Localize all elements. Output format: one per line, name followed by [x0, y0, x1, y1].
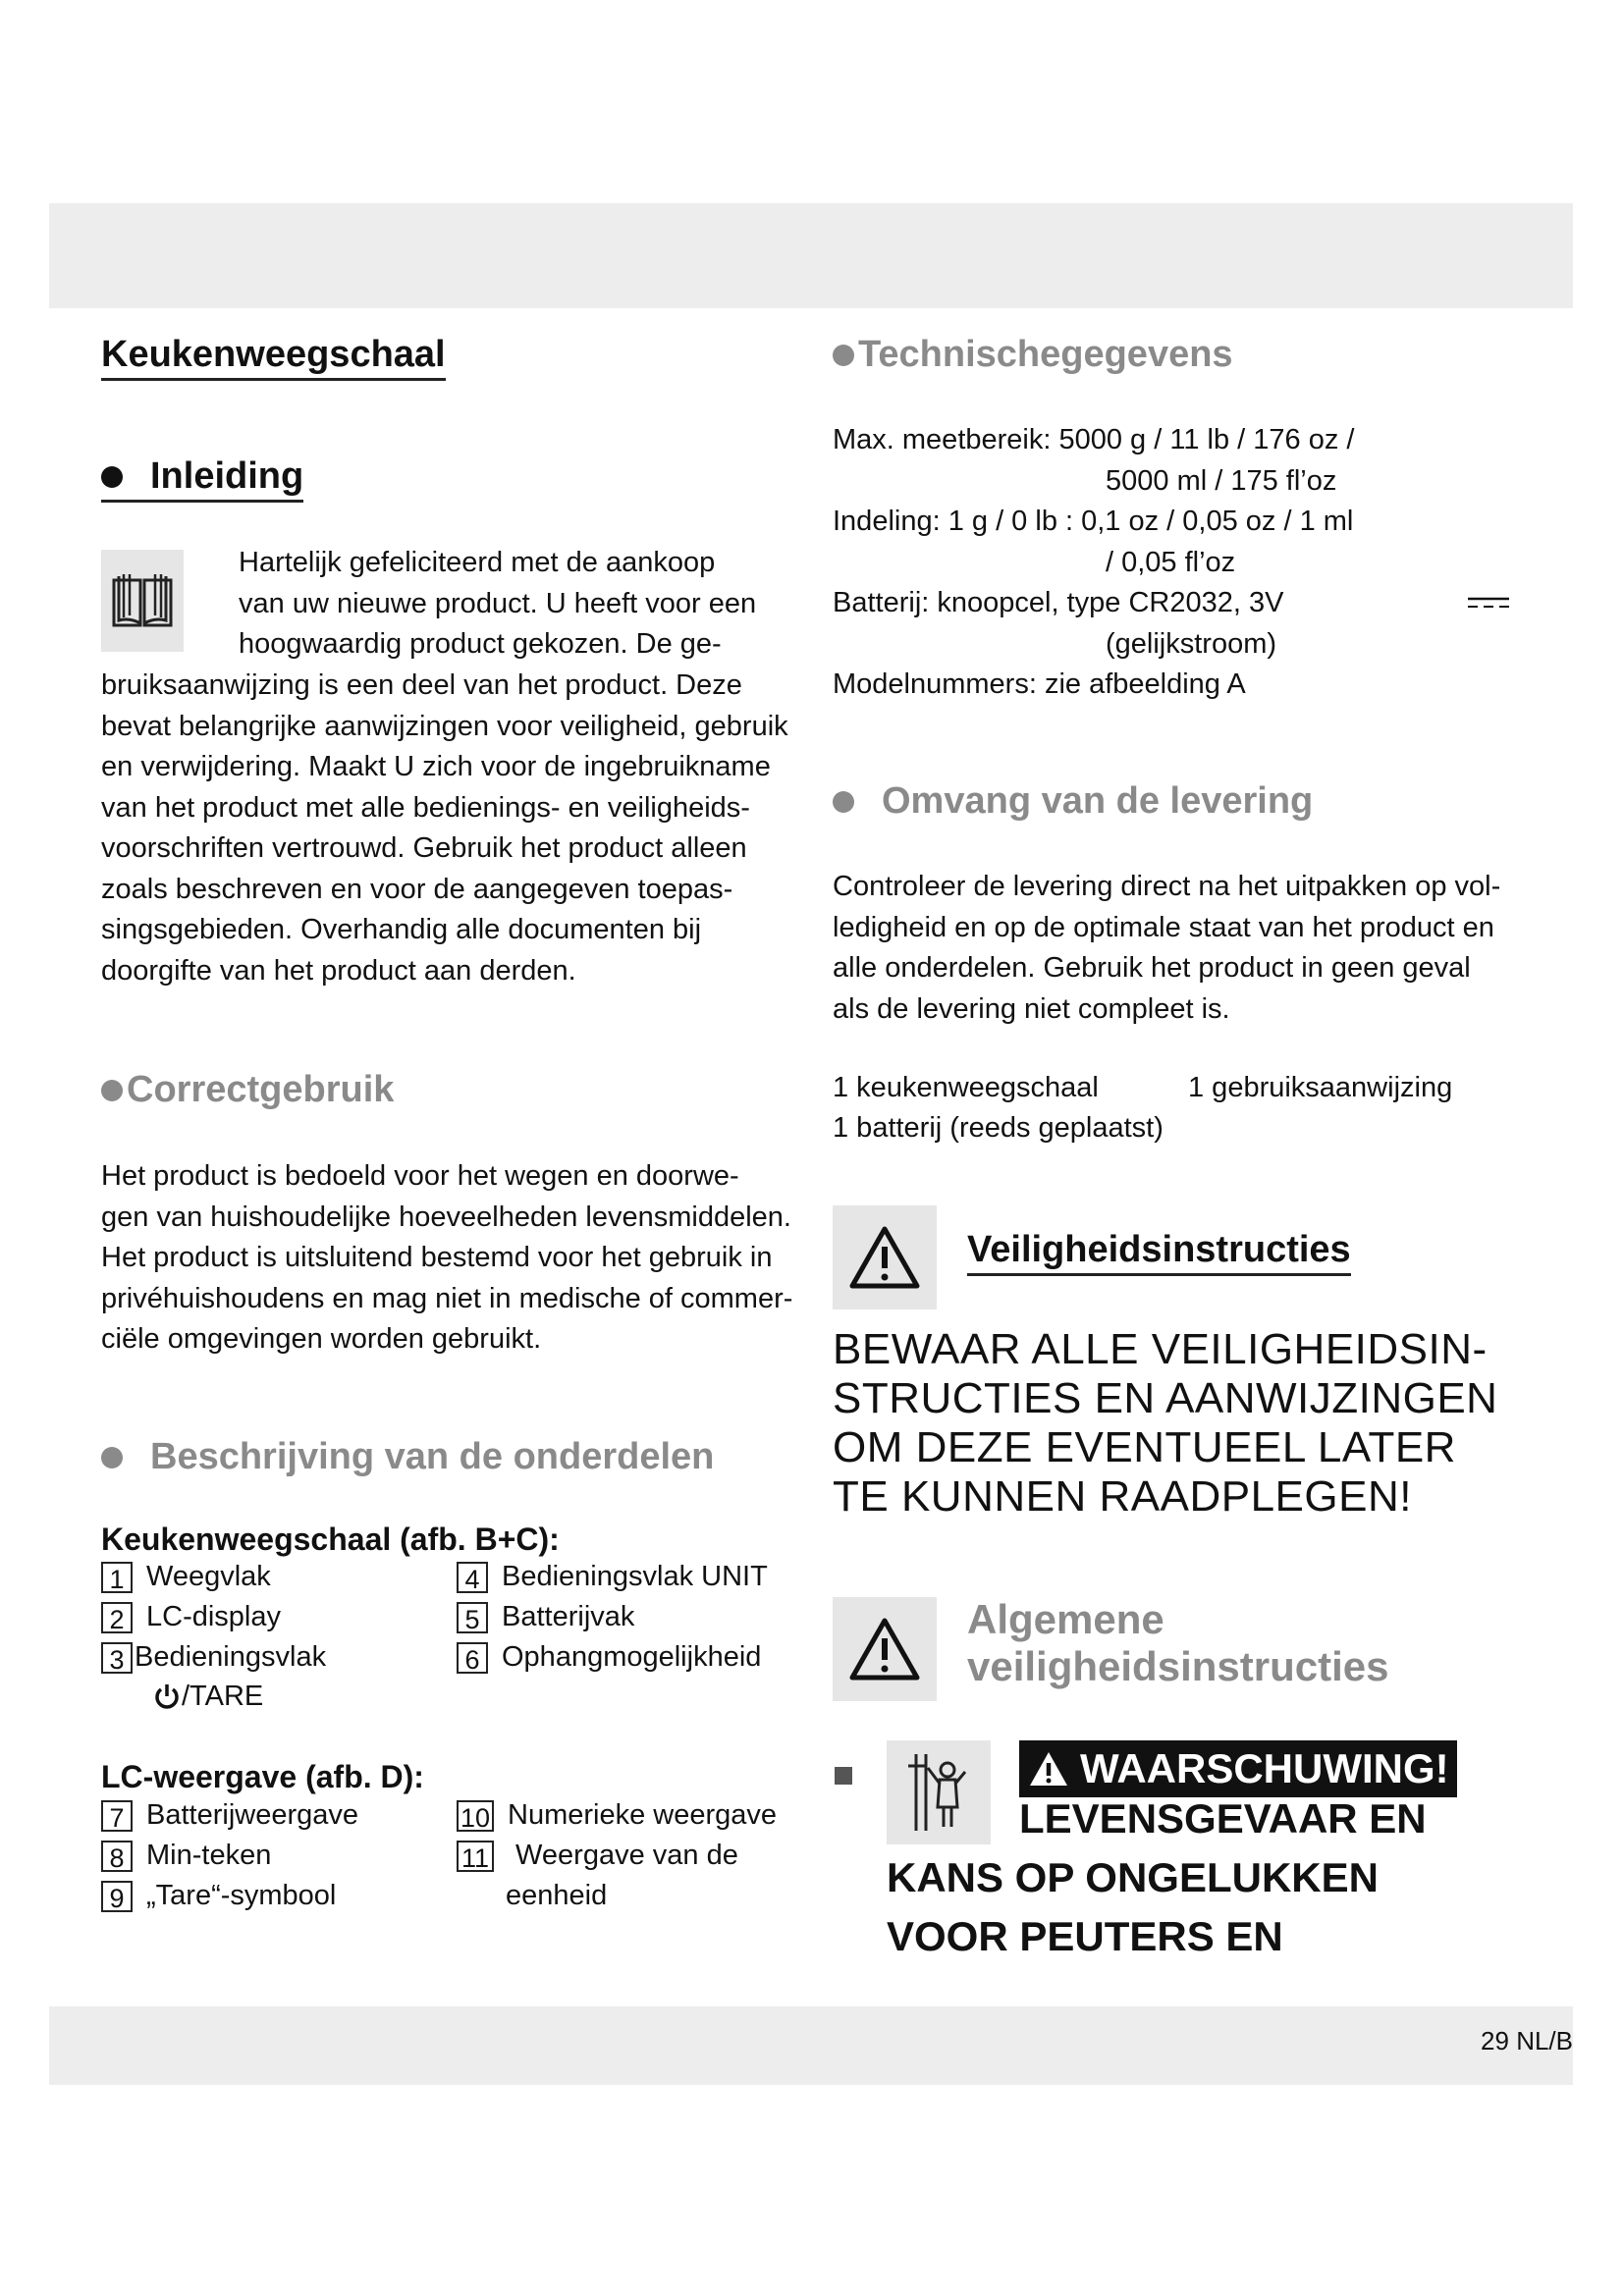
item-label: Batterijvak [502, 1601, 635, 1632]
list-item [101, 1799, 358, 1832]
item-number: 1 [101, 1562, 133, 1593]
intro-text-top [239, 543, 788, 666]
list-item [101, 1840, 271, 1872]
warning-triangle-icon [833, 1597, 937, 1701]
text-line: ledigheid en op de optimale staat van het product en [833, 911, 1494, 943]
page-number: 29 NL/B [1481, 2026, 1573, 2056]
list-item [457, 1601, 634, 1633]
section-heading-correct [101, 1069, 394, 1111]
scale-parts-heading: Keukenweegschaal (afb. B+C): [101, 1522, 560, 1557]
warning-triangle-icon [833, 1205, 937, 1309]
intro-text-bottom [101, 666, 788, 991]
list-item [457, 1799, 777, 1832]
text-line: Het product is uitsluitend bestemd voor het gebruik in [101, 1242, 773, 1273]
item-number: 4 [457, 1562, 488, 1593]
text-line: hoogwaardig product gekozen. De ge- [239, 628, 722, 660]
lc-display-heading: LC-weergave (afb. D): [101, 1759, 424, 1794]
text-line: Het product is bedoeld voor het wegen en doorwe- [101, 1160, 739, 1192]
list-item [101, 1561, 271, 1593]
correct-text [101, 1156, 793, 1361]
delivery-item: 1 batterij (reeds geplaatst) [833, 1112, 1164, 1144]
item-number: 6 [457, 1642, 488, 1674]
text-line: Controleer de levering direct na het uitpakken op vol- [833, 871, 1501, 902]
section-heading-text: Inleiding [150, 455, 304, 497]
warning-text-line: VOOR PEUTERS EN [887, 1913, 1283, 1959]
item-label: Batterijweergave [146, 1799, 358, 1831]
list-item [101, 1641, 326, 1674]
text-line: singsgebieden. Overhandig alle documenten bij [101, 914, 702, 945]
text-line: (gelijkstroom) [1106, 627, 1277, 660]
item-number: 5 [457, 1602, 488, 1633]
item-label: Numerieke weergave [508, 1799, 778, 1831]
tech-specs [833, 420, 1520, 706]
text-line: TE KUNNEN RAADPLEGEN! [833, 1472, 1412, 1521]
item-label: Bedieningsvlak UNIT [502, 1561, 768, 1592]
footer-band [49, 2006, 1573, 2085]
warning-text-line: LEVENSGEVAAR EN [1019, 1795, 1427, 1842]
section-heading-delivery [833, 780, 1313, 823]
text-line: privéhuishoudens en mag niet in medische of commer- [101, 1282, 793, 1314]
safety-heading: Veiligheidsinstructies [967, 1229, 1351, 1276]
item-number: 2 [101, 1602, 133, 1633]
section-heading-text: Correctgebruik [127, 1069, 395, 1110]
page-title: Keukenweegschaal [101, 334, 446, 381]
text-line: bevat belangrijke aanwijzingen voor veiligheid, gebruik [101, 710, 788, 742]
text-line: / 0,05 fl’oz [1106, 546, 1236, 578]
text-line: Indeling: 1 g / 0 lb : 0,1 oz / 0,05 oz / 1 ml [833, 506, 1354, 537]
list-item [457, 1561, 768, 1593]
text-line: van uw nieuwe product. U heeft voor een [239, 587, 757, 619]
list-item [101, 1601, 281, 1633]
section-heading-text: Beschrijving van de onderdelen [150, 1436, 715, 1477]
section-heading-text: Technischegegevens [858, 334, 1233, 375]
direct-current-icon [1468, 596, 1509, 610]
text-line: als de levering niet compleet is. [833, 992, 1230, 1025]
tare-line [152, 1681, 263, 1713]
text-line: Batterij: knoopcel, type CR2032, 3V [833, 587, 1284, 618]
list-item [101, 1880, 336, 1912]
bullet-icon [101, 466, 123, 488]
bullet-icon [101, 1080, 123, 1101]
tare-label: /TARE [182, 1681, 264, 1712]
item-label: Min-teken [146, 1840, 272, 1871]
text-line: ciële omgevingen worden gebruikt. [101, 1323, 542, 1355]
text-line: 5000 ml / 175 fl’oz [1106, 464, 1337, 497]
text-line: bruiksaanwijzing is een deel van het product. Deze [101, 669, 742, 701]
text-line: STRUCTIES EN AANWIJZINGEN [833, 1374, 1498, 1422]
header-band [49, 203, 1573, 308]
item-number: 3 [101, 1642, 133, 1674]
square-bullet-icon [835, 1767, 852, 1785]
text-line: doorgifte van het product aan derden. [101, 954, 576, 987]
bullet-icon [101, 1447, 123, 1468]
warning-label [1019, 1740, 1457, 1797]
item-label: „Tare“-symbool [146, 1880, 337, 1911]
item-number: 9 [101, 1881, 133, 1912]
book-icon [101, 550, 184, 652]
child-warning-icon [887, 1740, 991, 1844]
bullet-icon [833, 791, 854, 813]
item-label: Ophangmogelijkheid [502, 1641, 762, 1673]
list-item-continued: eenheid [506, 1880, 608, 1911]
text-line: Max. meetbereik: 5000 g / 11 lb / 176 oz / [833, 424, 1355, 455]
delivery-text [833, 867, 1520, 1030]
section-heading-tech [833, 334, 1233, 376]
item-number: 7 [101, 1800, 133, 1832]
item-label: Bedieningsvlak [135, 1641, 327, 1673]
safety-caps-notice [833, 1325, 1497, 1522]
warning-text-line: KANS OP ONGELUKKEN [887, 1854, 1379, 1900]
text-line: zoals beschreven en voor de aangegeven toepas- [101, 873, 733, 905]
item-label: Weergave van de [508, 1840, 738, 1871]
list-item [457, 1840, 738, 1872]
text-line: veiligheidsinstructies [967, 1643, 1389, 1689]
text-line: en verwijdering. Maakt U zich voor de ingebruikname [101, 751, 771, 782]
power-icon [152, 1682, 182, 1712]
section-heading-intro [101, 455, 303, 503]
delivery-item: 1 keukenweegschaal [833, 1072, 1099, 1103]
item-number: 8 [101, 1841, 133, 1872]
text-line: Algemene [967, 1596, 1164, 1642]
text-line: Hartelijk gefeliciteerd met de aankoop [239, 547, 716, 578]
text-line: gen van huishoudelijke hoeveelheden levensmiddelen. [101, 1201, 791, 1233]
warning-icon [1027, 1749, 1070, 1789]
text-line: OM DEZE EVENTUEEL LATER [833, 1423, 1456, 1471]
text-line: alle onderdelen. Gebruik het product in geen geval [833, 952, 1471, 984]
item-number: 11 [457, 1841, 494, 1872]
item-number: 10 [457, 1800, 494, 1832]
text-line: van het product met alle bedienings- en veiligheids- [101, 791, 750, 824]
text-line: BEWAAR ALLE VEILIGHEIDSIN- [833, 1325, 1488, 1373]
item-label: Weegvlak [146, 1561, 271, 1592]
delivery-item: 1 gebruiksaanwijzing [1188, 1072, 1453, 1103]
bullet-icon [833, 345, 854, 366]
text-line: Modelnummers: zie afbeelding A [833, 668, 1246, 700]
list-item [457, 1641, 761, 1674]
section-heading-text: Omvang van de levering [882, 780, 1314, 822]
warning-label-text: WAARSCHUWING! [1080, 1745, 1449, 1791]
section-heading-parts [101, 1436, 714, 1478]
text-line: voorschriften vertrouwd. Gebruik het product alleen [101, 832, 747, 864]
item-label: LC-display [146, 1601, 281, 1632]
general-safety-heading [967, 1596, 1388, 1690]
